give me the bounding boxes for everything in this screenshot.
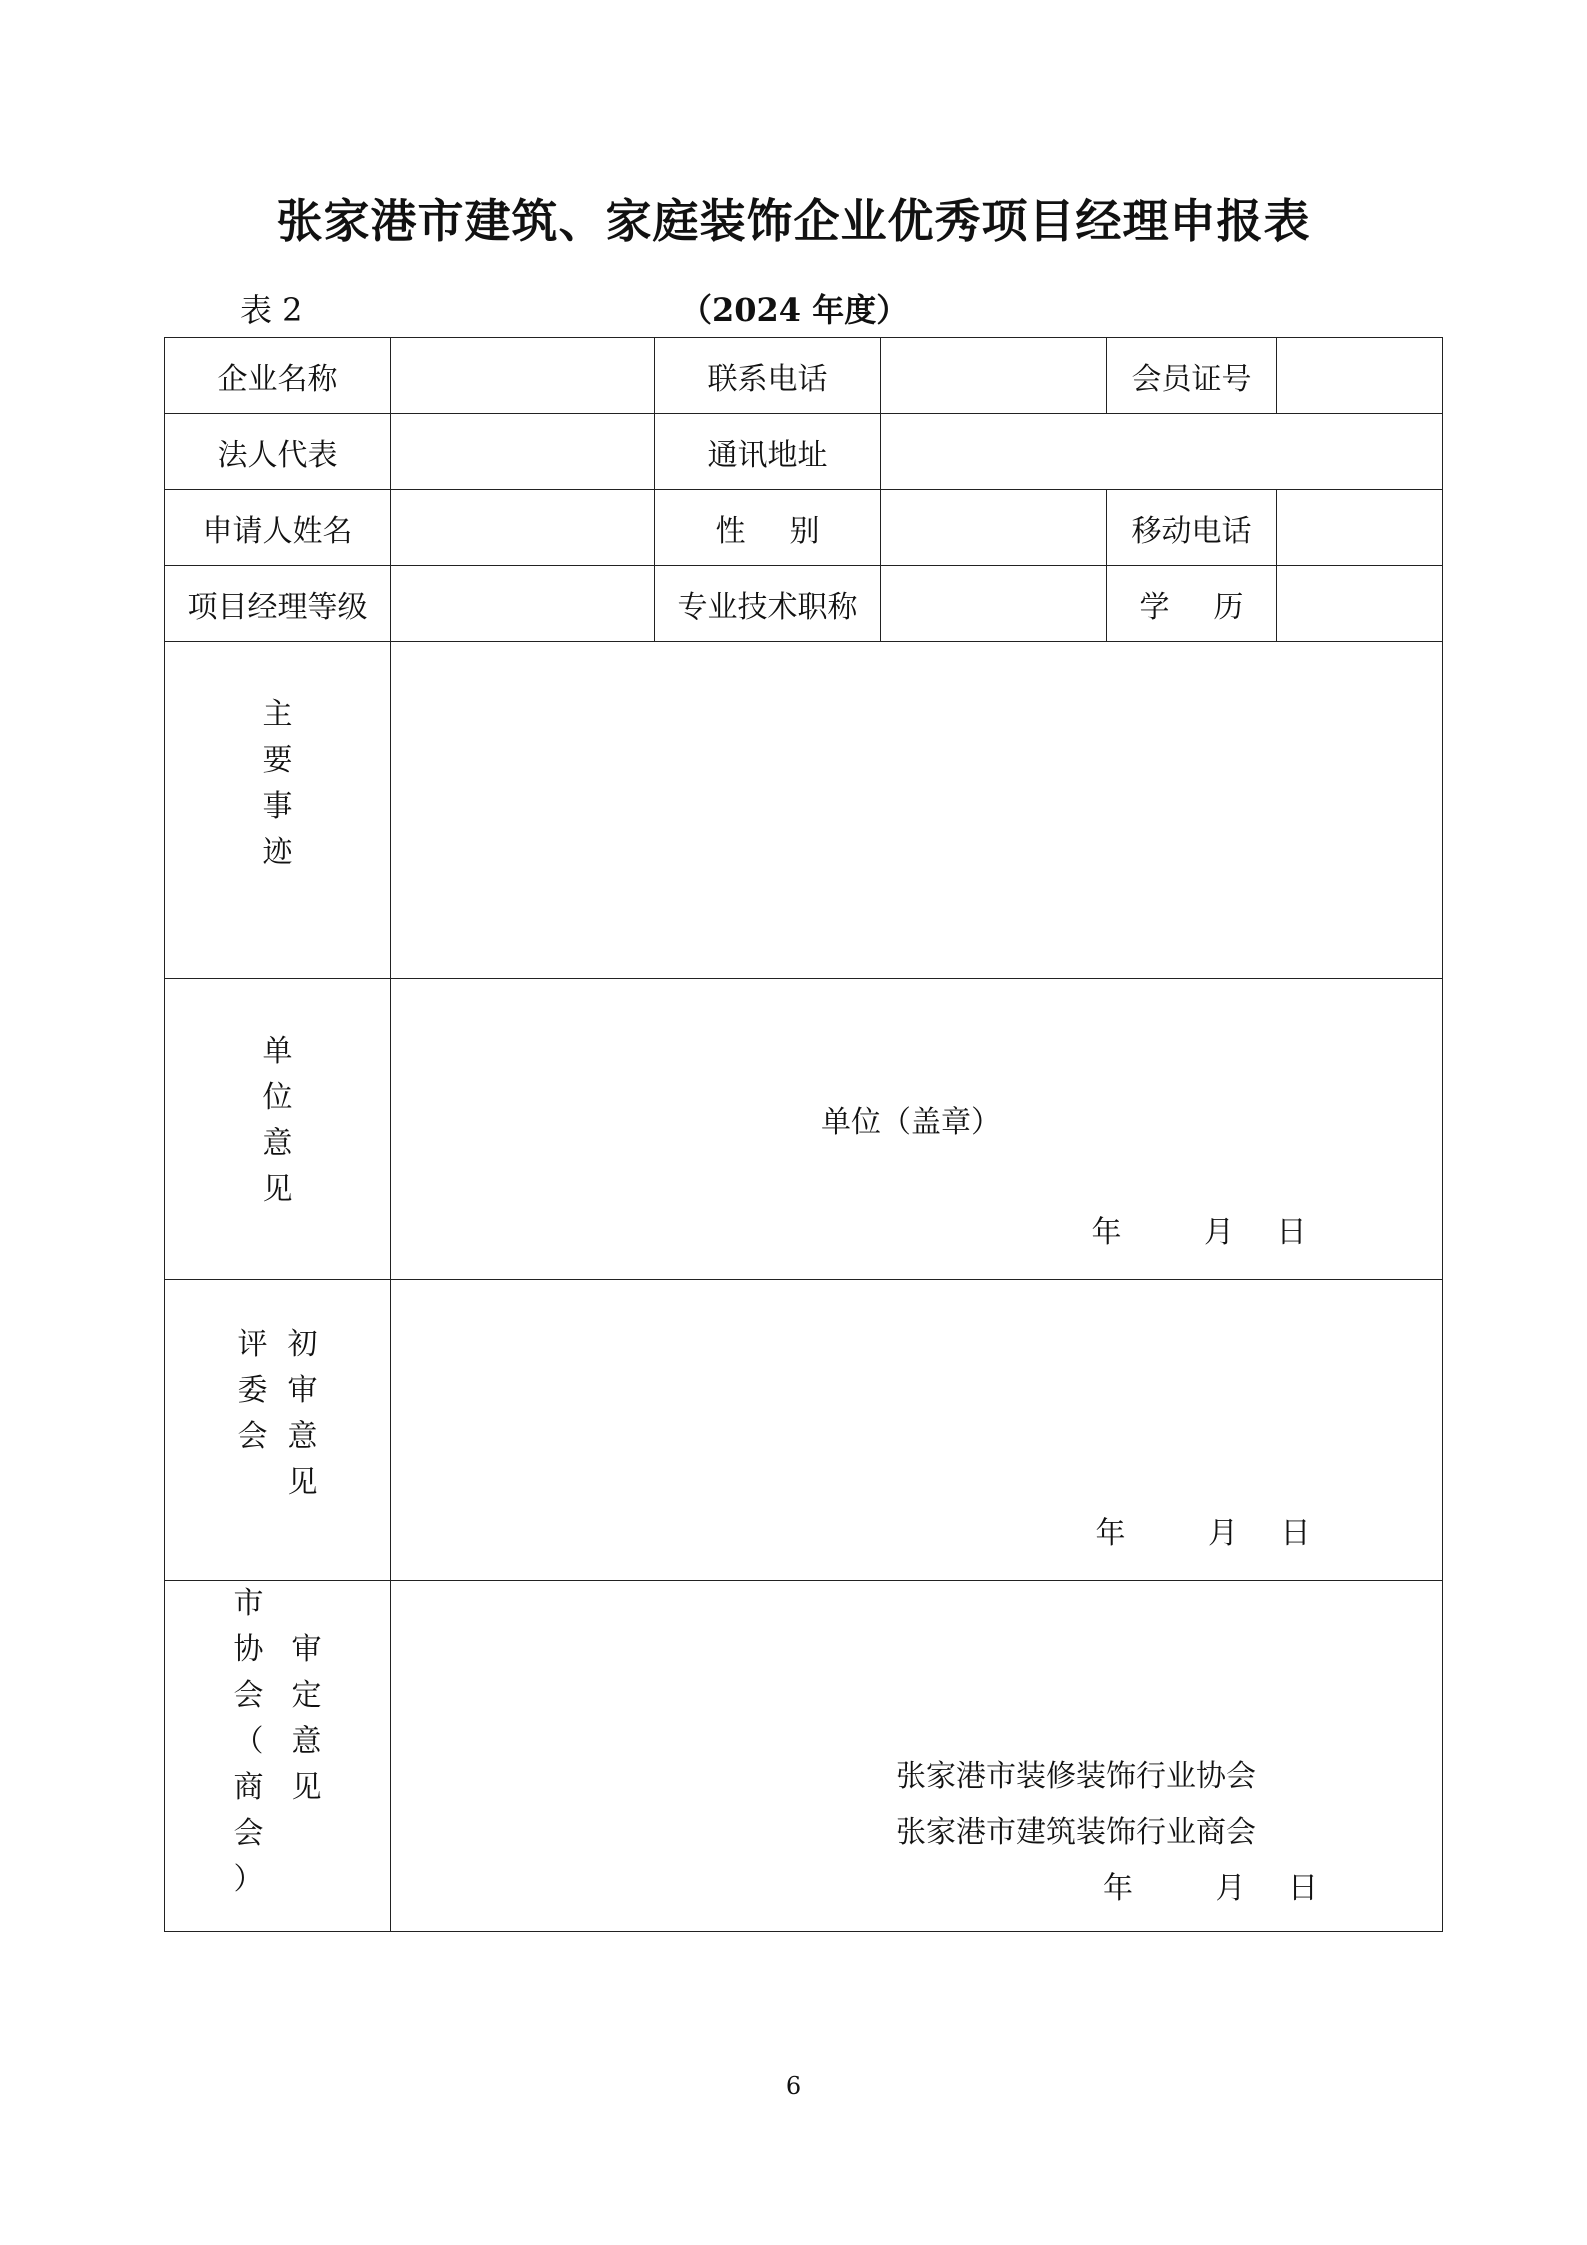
- label-pm-level: 项目经理等级: [165, 566, 391, 642]
- label-tech-title: 专业技术职称: [655, 566, 881, 642]
- label-phone: 联系电话: [655, 338, 881, 414]
- input-achievements[interactable]: [391, 642, 1443, 979]
- label-legal-rep: 法人代表: [165, 414, 391, 490]
- input-committee-opinion[interactable]: [391, 1280, 1443, 1581]
- form-row-level: [165, 566, 1443, 642]
- input-phone[interactable]: [881, 338, 1107, 414]
- form-row-company: [165, 338, 1443, 414]
- unit-stamp-label: 单位（盖章）: [821, 1105, 1001, 1140]
- form-row-unit-opinion: [165, 979, 1443, 1280]
- input-gender[interactable]: [881, 490, 1107, 566]
- input-legal-rep[interactable]: [391, 414, 655, 490]
- input-mobile[interactable]: [1277, 490, 1443, 566]
- input-tech-title[interactable]: [881, 566, 1107, 642]
- label-unit-opinion: 单 位 意 见: [165, 979, 391, 1280]
- input-pm-level[interactable]: [391, 566, 655, 642]
- label-achievements: 主 要 事 迹: [165, 642, 391, 979]
- input-company-name[interactable]: [391, 338, 655, 414]
- form-year: （2024 年度）: [680, 291, 909, 329]
- assoc-org-1: 张家港市装修装饰行业协会: [896, 1759, 1256, 1794]
- form-row-applicant: [165, 490, 1443, 566]
- table-number: 表 2: [240, 291, 303, 329]
- label-education: 学历: [1107, 566, 1277, 642]
- label-address: 通讯地址: [655, 414, 881, 490]
- committee-date: 年 月 日: [1095, 1516, 1311, 1551]
- input-member-no[interactable]: [1277, 338, 1443, 414]
- input-applicant-name[interactable]: [391, 490, 655, 566]
- input-unit-opinion[interactable]: [391, 979, 1443, 1280]
- label-company-name: 企业名称: [165, 338, 391, 414]
- form-row-legal: [165, 414, 1443, 490]
- label-committee: 评 委 会 初 审 意 见: [165, 1280, 391, 1581]
- input-education[interactable]: [1277, 566, 1443, 642]
- form-row-achievements: [165, 642, 1443, 979]
- unit-date: 年 月 日: [1091, 1215, 1307, 1250]
- label-gender: 性别: [655, 490, 881, 566]
- label-applicant-name: 申请人姓名: [165, 490, 391, 566]
- label-member-no: 会员证号: [1107, 338, 1277, 414]
- assoc-date: 年 月 日: [1103, 1871, 1318, 1906]
- assoc-org-2: 张家港市建筑装饰行业商会: [896, 1815, 1256, 1850]
- input-address[interactable]: [881, 414, 1443, 490]
- page-title: 张家港市建筑、家庭装饰企业优秀项目经理申报表: [276, 194, 1311, 248]
- page-number: 6: [785, 2072, 802, 2100]
- application-form: [164, 337, 1443, 1932]
- form-row-committee: [165, 1280, 1443, 1581]
- form-row-association: [165, 1581, 1443, 1932]
- label-mobile: 移动电话: [1107, 490, 1277, 566]
- label-association: 市 协 会 （ 商 会 ） 审 定 意 见: [165, 1581, 391, 1932]
- input-association-opinion[interactable]: [391, 1581, 1443, 1932]
